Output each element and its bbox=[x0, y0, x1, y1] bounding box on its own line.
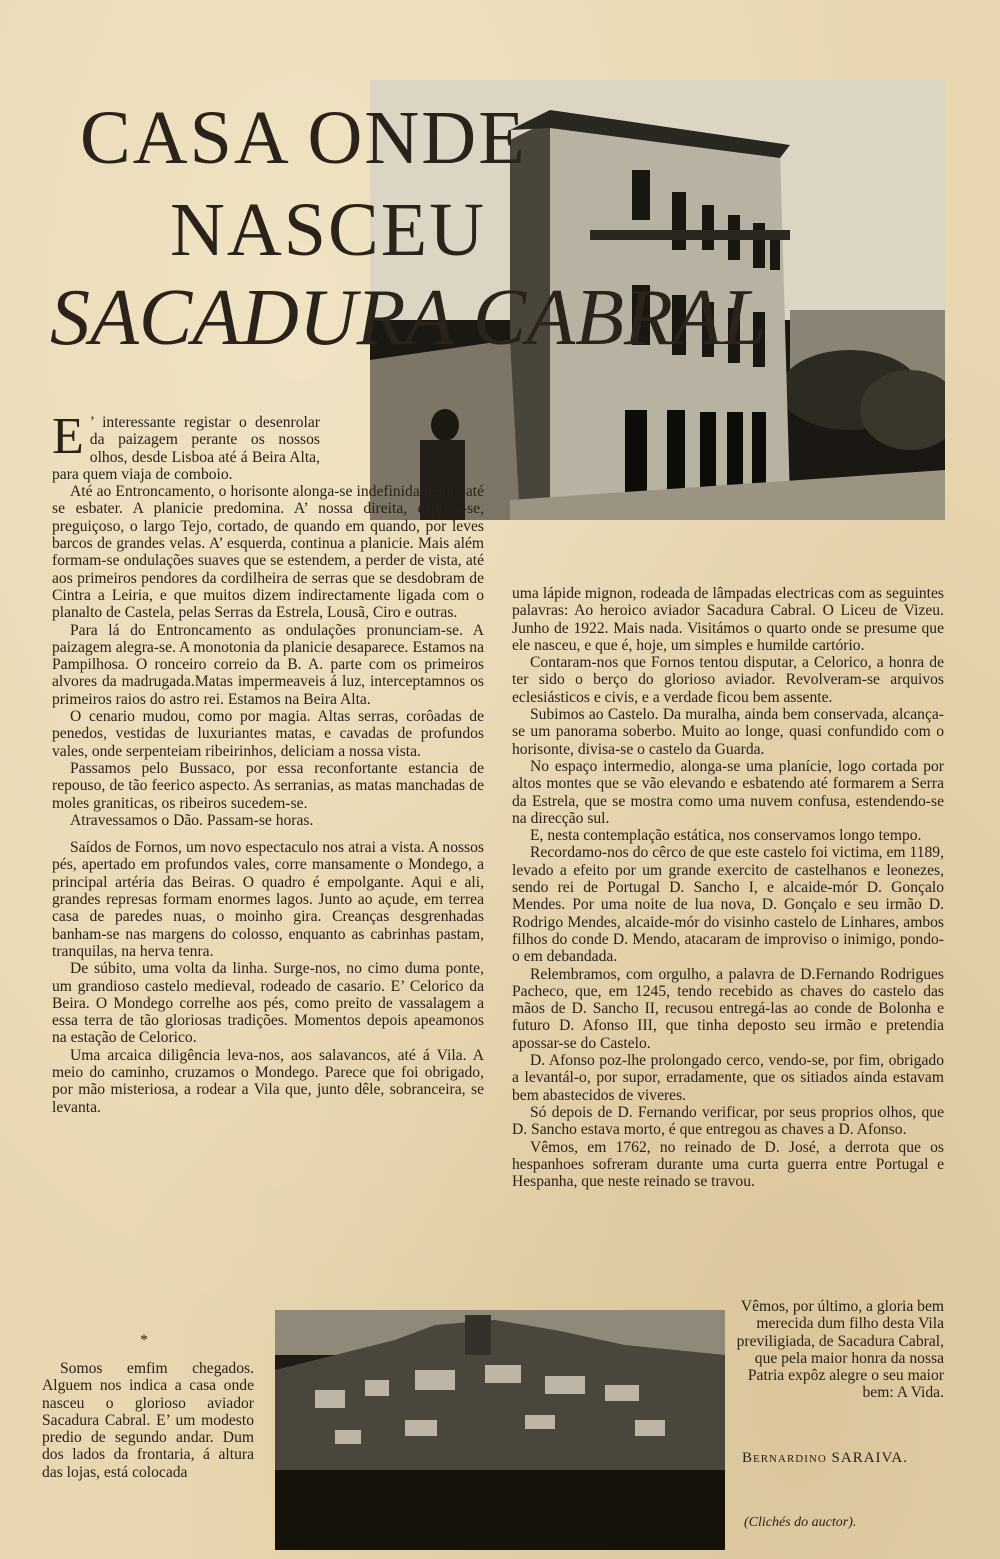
intro-block bbox=[52, 408, 484, 622]
article-column-bottom-left bbox=[42, 1360, 254, 1481]
title-line-3: SACADURA CABRAL bbox=[50, 274, 767, 362]
paragraph: Contaram-nos que Fornos tentou disputar, a Celorico, a honra de ter sido o berço do glorioso aviador. Revolveram-se arquivos eclesiásticos e civis, e a verdade ficou bem assente. bbox=[512, 654, 944, 706]
paragraph: ’ interessante registar o desenrolar da paizagem perante os nossos olhos, desde Lisboa até á Beira Alta, para quem viaja de comboio. bbox=[52, 414, 320, 483]
section-star: * bbox=[140, 1332, 148, 1349]
author-signature: Bernardino SARAIVA. bbox=[742, 1450, 909, 1466]
paragraph: Até ao Entroncamento, o horisonte alonga-se indefinidamente, até se esbater. A planicie predomina. A’ nossa direita, espraia-se, preguiçoso, o largo Tejo, cortado, de quando em quando, por leves barcos de grandes velas. A’ esquerda, continua a planicie. Mais além formam-se ondulações suaves que se estendem, a perder de vista, até aos primeiros pendores da cordilheira de serras que se desdobram de Cintra a Leiria, e que muitos dizem indirectamente ligada com o planalto de Castela, pelas Serras da Estrela, Lousã, Ciro e outras. bbox=[52, 483, 484, 622]
castle-photo bbox=[275, 1310, 725, 1550]
paragraph: De súbito, uma volta da linha. Surge-nos, no cimo duma ponte, um grandioso castelo medieval, rodeado de casario. E’ Celorico da Beira. O Mondego correlhe aos pés, como preito de vassalagem a essa terra de tão gloriosas tradições. Momentos depois apeamonos na estação de Celorico. bbox=[52, 960, 484, 1047]
article-column-left bbox=[52, 408, 484, 1116]
title-line-2: NASCEU bbox=[170, 188, 487, 272]
paragraph: Saídos de Fornos, um novo espectaculo nos atrai a vista. A nossos pés, apertado em profundos vales, corre mansamente o Mondego, a principal artéria das Beiras. O quadro é empolgante. Aqui e ali, grandes represas formam enormes lagos. Junto ao açude, em terrea casa de paredes nuas, o moinho gira. Creanças desgrenhadas banham-se nas margens do colosso, enquanto as cabrinhas pastam, tranquilas, na herva tenra. bbox=[52, 839, 484, 960]
paragraph: uma lápide mignon, rodeada de lâmpadas electricas com as seguintes palavras: Ao heroico aviador Sacadura Cabral. O Liceu de Vizeu. Junho de 1922. Mais nada. Visitámos o quarto onde se presume que ele nasceu, e que é, hoje, um simples e humilde cartório. bbox=[512, 585, 944, 654]
paragraph: Recordamo-nos do cêrco de que este castelo foi victima, em 1189, levado a efeito por um grande exercito de castelhanos e leonezes, sendo rei de Portugal D. Sancho I, e alcaide-mór D. Gonçalo Mendes. Por uma noite de lua nova, D. Gonçalo e seu irmão D. Rodrigo Mendes, alcaide-mór do visinho castelo de Linhares, ambos filhos do conde D. Mendo, atacaram de improviso o inimigo, pondo-o em debandada. bbox=[512, 844, 944, 966]
article-column-right bbox=[512, 585, 944, 1190]
paragraph: E, nesta contemplação estática, nos conservamos longo tempo. bbox=[530, 827, 922, 845]
paragraph: Vêmos, por último, a gloria bem merecida dum filho desta Vila previligiada, de Sacadura Cabral, que pela maior honra da nossa Patria expôz alegre o seu maior bem: A Vida. bbox=[736, 1298, 944, 1402]
paragraph: Vêmos, em 1762, no reinado de D. José, a derrota que os hespanhoes sofreram durante uma curta guerra entre Portugal e Hespanha, que neste reinado se travou. bbox=[512, 1138, 944, 1191]
paragraph: Atravessamos o Dão. Passam-se horas. bbox=[70, 811, 314, 829]
section-separator bbox=[52, 829, 484, 839]
paragraph: O cenario mudou, como por magia. Altas serras, corôadas de penedos, vestidas de luxuriantes matas, e cavadas de profundos vales, onde serpenteiam ribeirinhos, deliciam a nossa vista. bbox=[52, 708, 484, 760]
paragraph: Uma arcaica diligência leva-nos, aos salavancos, até á Vila. A meio do caminho, cruzamos o Mondego. Parece que foi obrigado, por mão misteriosa, a rodear a Vila que, junto dêle, sobranceira, se levanta. bbox=[52, 1046, 484, 1116]
paragraph: Passamos pelo Bussaco, por essa reconfortante estancia de repouso, de tão feerico aspecto. As serranias, as matas manchadas de moles graniticas, os ribeiros sucedem-se. bbox=[52, 759, 484, 812]
drop-cap: E bbox=[52, 408, 84, 465]
paragraph: Para lá do Entroncamento as ondulações pronunciam-se. A paizagem alegra-se. A monotonia da planicie desaparece. Estamos na Pampilhosa. O ronceiro correio da B. A. parte com os primeiros alvores da madrugada.Matas impermeaveis á luz, interceptamnos os primeiros raios do astro rei. Estamos na Beira Alta. bbox=[52, 621, 484, 708]
article-title bbox=[50, 96, 767, 370]
title-line-1: CASA ONDE bbox=[80, 96, 527, 180]
photo-credit: (Clichés do auctor). bbox=[744, 1515, 857, 1530]
paragraph: Somos emfim chegados. Alguem nos indica a casa onde nasceu o glorioso aviador Sacadura Cabral. E’ um modesto predio de segundo andar. Dum dos lados da frontaria, á altura das lojas, está colocada bbox=[42, 1360, 254, 1481]
paragraph: D. Afonso poz-lhe prolongado cerco, vendo-se, por fim, obrigado a levantál-o, por supor, erradamente, que os sitiados ainda estavam bem abastecidos de viveres. bbox=[512, 1052, 944, 1104]
paragraph: No espaço intermedio, alonga-se uma planície, logo cortada por altos montes que se vão elevando e esbatendo até formarem a Serra da Estrela, que se mostra como uma nuvem confusa, estendendo-se na direcção sul. bbox=[512, 757, 944, 827]
paragraph: Subimos ao Castelo. Da muralha, ainda bem conservada, alcança-se um panorama soberbo. Muito ao longe, quasi confundido com o horisonte, divisa-se o castelo da Guarda. bbox=[512, 706, 944, 758]
paragraph: Só depois de D. Fernando verificar, por seus proprios olhos, que D. Sancho estava morto, é que entregou as chaves a D. Afonso. bbox=[512, 1103, 944, 1139]
article-column-closing bbox=[734, 1298, 944, 1402]
paragraph: Relembramos, com orgulho, a palavra de D.Fernando Rodrigues Pacheco, que, em 1245, tendo recebido as chaves do castelo das mãos de D. Sancho II, recusou entregá-las ao conde de Bolonha e futuro D. Afonso III, que tinha deposto seu irmão e pretendia apossar-se do Castelo. bbox=[512, 965, 944, 1052]
